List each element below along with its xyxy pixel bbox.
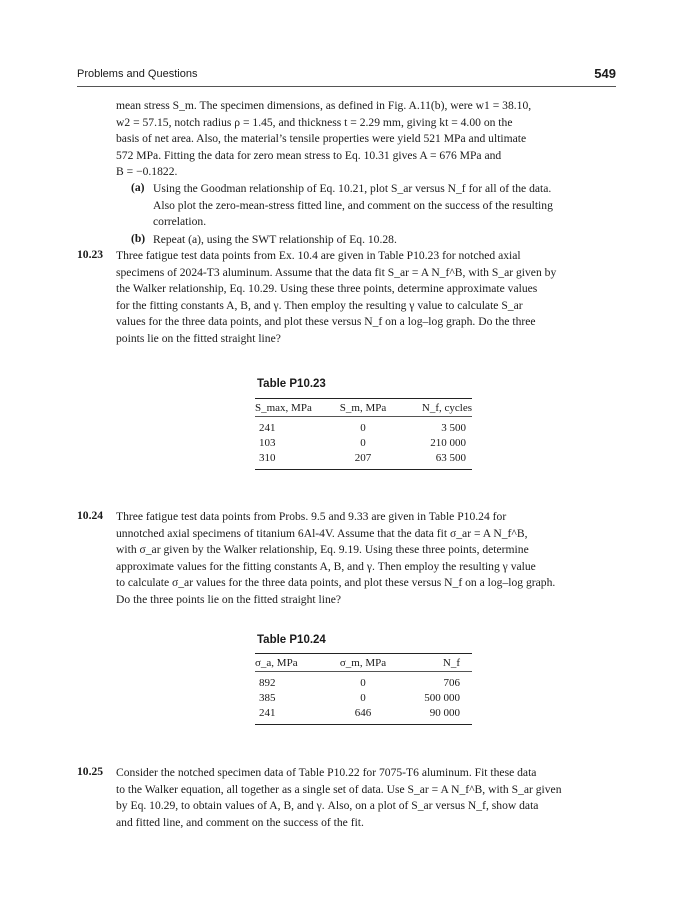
text-line: 572 MPa. Fitting the data for zero mean stress to Eq. 10.31 gives A = 676 MPa and xyxy=(116,148,502,162)
table-cell: 0 xyxy=(360,677,366,689)
table-cell: 241 xyxy=(259,707,276,719)
table-cell: 210 000 xyxy=(430,437,466,449)
table-p10-23 xyxy=(255,398,472,470)
text-line: Also plot the zero-mean-stress fitted line, and comment on the success of the resulting xyxy=(153,198,553,212)
part-a-label: (a) xyxy=(131,181,145,194)
part-a-text xyxy=(153,181,616,231)
table-cell: 0 xyxy=(360,422,366,434)
table-cell: 706 xyxy=(443,677,460,689)
problem-10-25-text xyxy=(116,765,616,831)
table-cell: 0 xyxy=(360,437,366,449)
text-line: w2 = 57.15, notch radius ρ = 1.45, and thickness t = 2.29 mm, giving kt = 4.00 on the xyxy=(116,115,513,129)
text-line: Consider the notched specimen data of Table P10.22 for 7075-T6 aluminum. Fit these data xyxy=(116,766,537,779)
problem-10-23-text xyxy=(116,248,616,348)
table-cell: 646 xyxy=(354,707,372,719)
text-line: approximate values for the fitting constants A, B, and γ. Then employ the resulting γ value xyxy=(116,559,536,573)
table-p10-24 xyxy=(255,653,472,725)
table-cell: 90 000 xyxy=(429,707,460,719)
text-line: and fitted line, and comment on the success of the fit. xyxy=(116,815,364,829)
table-cell: 3 500 xyxy=(441,422,466,434)
problem-number-10-25: 10.25 xyxy=(77,765,104,778)
text-line: Three fatigue test data points from Ex. 10.4 are given in Table P10.23 for notched axial xyxy=(116,249,521,262)
text-line: Repeat (a), using the SWT relationship of Eq. 10.28. xyxy=(153,233,397,246)
text-line: Using the Goodman relationship of Eq. 10.21, plot S_ar versus N_f for all of the data. xyxy=(153,182,552,195)
table-cell: 310 xyxy=(259,452,276,464)
text-line: with σ_ar given by the Walker relationship, Eq. 9.19. Using these three points, determine xyxy=(116,543,529,557)
column-header: N_f, cycles xyxy=(399,399,472,417)
table-p10-23-caption: Table P10.23 xyxy=(257,378,326,390)
table-row xyxy=(255,451,472,470)
problem-number-10-23: 10.23 xyxy=(77,248,104,261)
text-line: by Eq. 10.29, to obtain values of A, B, and γ. Also, on a plot of S_ar versus N_f, show data xyxy=(116,799,539,813)
text-line: correlation. xyxy=(153,215,207,229)
column-header: S_max, MPa xyxy=(255,399,327,417)
table-cell: 103 xyxy=(259,437,276,449)
column-header: S_m, MPa xyxy=(327,399,399,417)
table-row xyxy=(255,706,472,725)
text-line: for the fitting constants A, B, and γ. Then employ the resulting γ value to calculate S_ar xyxy=(116,298,523,312)
text-line: B = −0.1822. xyxy=(116,165,178,179)
running-header xyxy=(77,66,616,87)
part-b-label: (b) xyxy=(131,232,146,245)
page-number: 549 xyxy=(594,66,616,81)
text-line: unnotched axial specimens of titanium 6Al-4V. Assume that the data fit σ_ar = A N_f^B, xyxy=(116,526,528,540)
column-header: σ_a, MPa xyxy=(255,654,327,672)
table-cell: 892 xyxy=(259,677,276,689)
table-row xyxy=(255,691,472,706)
text-line: to the Walker equation, all together as a single set of data. Use S_ar = A N_f^B, with S_ar given xyxy=(116,782,562,796)
table-cell: 385 xyxy=(259,692,276,704)
column-header: σ_m, MPa xyxy=(327,654,399,672)
text-line: Three fatigue test data points from Probs. 9.5 and 9.33 are given in Table P10.24 for xyxy=(116,510,507,523)
text-line: Do the three points lie on the fitted straight line? xyxy=(116,592,342,606)
text-line: points lie on the fitted straight line? xyxy=(116,331,281,345)
table-cell: 241 xyxy=(259,422,276,434)
table-cell: 500 000 xyxy=(424,692,460,704)
table-p10-24-caption: Table P10.24 xyxy=(257,634,326,646)
table-row xyxy=(255,672,472,692)
problem-number-10-24: 10.24 xyxy=(77,509,104,522)
text-line: mean stress S_m. The specimen dimensions, as defined in Fig. A.11(b), were w1 = 38.10, xyxy=(116,99,532,112)
text-line: basis of net area. Also, the material’s tensile properties were yield 521 MPa and ultimate xyxy=(116,132,527,146)
text-line: values for the three data points, and plot these versus N_f on a log–log graph. Do the three xyxy=(116,315,536,329)
part-b-text xyxy=(153,232,616,249)
problem-10-24-text xyxy=(116,509,616,609)
table-cell: 63 500 xyxy=(435,452,466,464)
table-row xyxy=(255,417,472,437)
text-line: to calculate σ_ar values for the three data points, and plot these versus N_f on a log–log graph. xyxy=(116,576,556,590)
section-title: Problems and Questions xyxy=(77,68,198,80)
text-line: the Walker relationship, Eq. 10.29. Using these three points, determine approximate values xyxy=(116,282,538,296)
table-cell: 207 xyxy=(354,452,372,464)
problem-10-22-continuation xyxy=(116,98,616,181)
text-line: specimens of 2024-T3 aluminum. Assume that the data fit S_ar = A N_f^B, with S_ar given by xyxy=(116,265,557,279)
table-cell: 0 xyxy=(360,692,366,704)
column-header: N_f xyxy=(399,654,472,672)
table-row xyxy=(255,436,472,451)
